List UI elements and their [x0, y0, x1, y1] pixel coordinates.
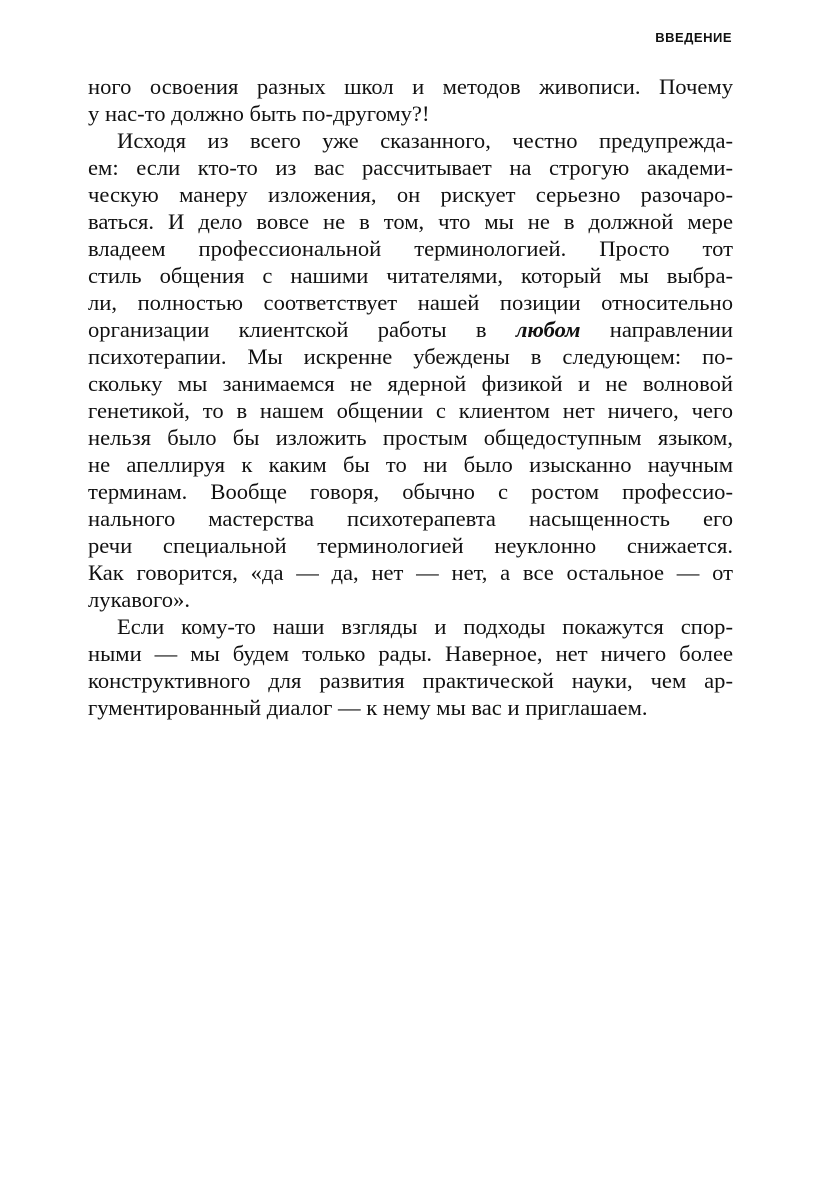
text-line: не апеллируя к каким бы то ни было изысканно научным [88, 452, 733, 477]
emphasis-word: любом [515, 317, 581, 342]
text-line: Как говорится, «да — да, нет — нет, а все остальное — от [88, 560, 733, 585]
paragraph-2 [88, 127, 733, 613]
text-line-with-emphasis [88, 316, 733, 343]
text-line: ческую манеру изложения, он рискует серьезно разочаро- [88, 182, 733, 207]
text-line: нального мастерства психотерапевта насыщенность его [88, 506, 733, 531]
text-line: нельзя было бы изложить простым общедоступным языком, [88, 425, 733, 450]
text-line: генетикой, то в нашем общении с клиентом нет ничего, чего [88, 398, 733, 423]
text-line: скольку мы занимаемся не ядерной физикой и не волновой [88, 371, 733, 396]
text-line: конструктивного для развития практической науки, чем ар- [88, 668, 733, 693]
paragraph-3 [88, 613, 733, 721]
text-line: ли, полностью соответствует нашей позиции относительно [88, 290, 733, 315]
text-line: терминам. Вообще говоря, обычно с ростом профессио- [88, 479, 733, 504]
text-line: ваться. И дело вовсе не в том, что мы не в должной мере [88, 209, 733, 234]
text-line: Если кому-то наши взгляды и подходы покажутся спор- [117, 614, 733, 639]
text-line: лукавого». [88, 587, 190, 612]
text-line: стиль общения с нашими читателями, который мы выбра- [88, 263, 733, 288]
running-head: ВВЕДЕНИЕ [655, 30, 732, 45]
text-line: гументированный диалог — к нему мы вас и приглашаем. [88, 695, 648, 720]
text-line: ем: если кто-то из вас рассчитывает на строгую академи- [88, 155, 733, 180]
text-line: психотерапии. Мы искренне убеждены в следующем: по- [88, 344, 733, 369]
text-line: ными — мы будем только рады. Наверное, нет ничего более [88, 641, 733, 666]
text-line: у нас-то должно быть по-другому?! [88, 101, 430, 126]
body-text [88, 73, 733, 721]
text-line: владеем профессиональной терминологией. Просто тот [88, 236, 733, 261]
text-line: ного освоения разных школ и методов живописи. Почему [88, 74, 733, 99]
paragraph-1 [88, 73, 733, 127]
text-segment: направлении [580, 317, 733, 342]
text-segment: организации клиентской работы в [88, 317, 516, 342]
text-line: речи специальной терминологией неуклонно снижается. [88, 533, 733, 558]
text-line: Исходя из всего уже сказанного, честно предупрежда- [117, 128, 733, 153]
